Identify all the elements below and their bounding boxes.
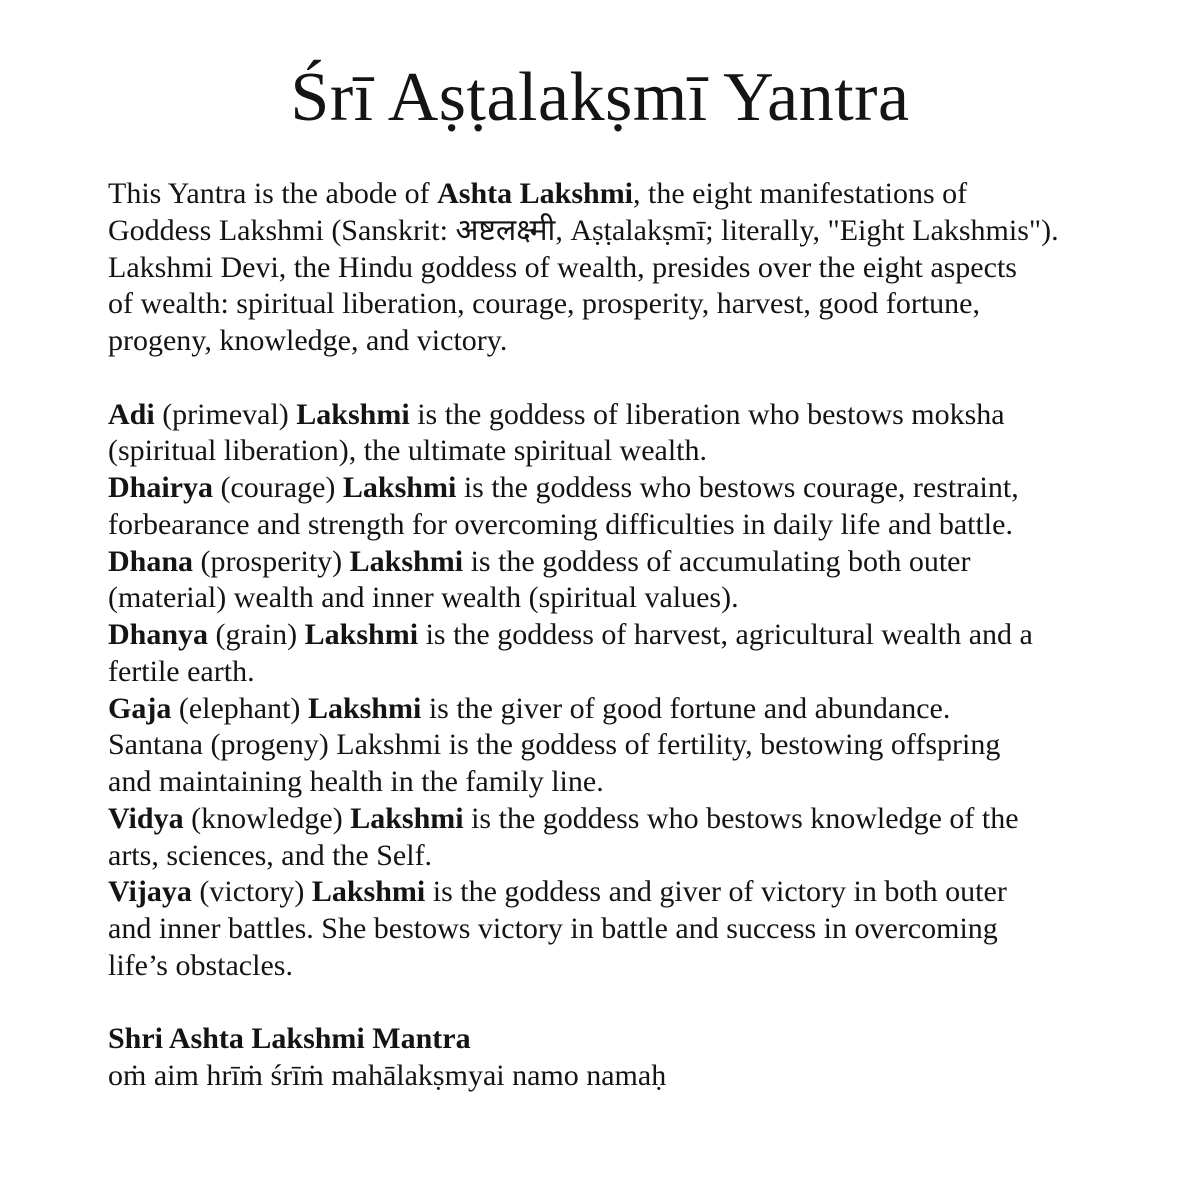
text-run: is the goddess of accumulating both outer [463, 544, 971, 578]
text-run: (primeval) [154, 397, 297, 431]
text-run: , the eight manifestations of [633, 177, 968, 210]
mantra-text: oṁ aim hrīṁ śrīṁ mahālakṣmyai namo namaḥ [108, 1059, 667, 1092]
text-run: (courage) [213, 471, 343, 504]
text-run: is the goddess who bestows knowledge of the [463, 801, 1019, 835]
text-line [108, 948, 1108, 985]
page-title: Śrī Aṣṭalakṣmī Yantra [290, 59, 910, 136]
text-run: is the goddess of harvest, agricultural wealth and a [418, 618, 1033, 651]
bold-text-run: Lakshmi [350, 801, 464, 835]
text-run: (spiritual liberation), the ultimate spiritual wealth. [108, 434, 708, 468]
bold-text-run: Adi [108, 397, 155, 431]
bold-text-run: Dhana [108, 544, 194, 578]
text-line [108, 323, 1108, 360]
intro-paragraph [108, 176, 1108, 360]
text-line [108, 691, 1108, 728]
text-line [108, 617, 1108, 654]
text-line [108, 507, 1108, 544]
text-run: progeny, knowledge, and victory. [108, 324, 508, 357]
text-run: is the goddess of liberation who bestows moksha [409, 397, 1005, 431]
text-run: (material) wealth and inner wealth (spiritual values). [108, 581, 739, 615]
bold-text-run: Gaja [108, 691, 172, 725]
document-body [108, 176, 1108, 1095]
text-line [108, 397, 1108, 434]
text-run: arts, sciences, and the Self. [108, 838, 433, 872]
text-run: (elephant) [171, 691, 308, 725]
text-line [108, 838, 1108, 875]
bold-text-run: Ashta Lakshmi [437, 177, 634, 210]
bold-text-run: Lakshmi [304, 618, 419, 651]
text-run: (victory) [191, 875, 312, 909]
text-line [108, 176, 1108, 213]
mantra-heading: Shri Ashta Lakshmi Mantra [108, 1022, 471, 1056]
text-run: life’s obstacles. [108, 948, 293, 982]
text-line [108, 544, 1108, 581]
text-run: Santana (progeny) Lakshmi is the goddess of fertility, bestowing offspring [108, 728, 1001, 762]
text-line [108, 801, 1108, 838]
goddess-entries-paragraph [108, 397, 1108, 985]
text-line [108, 727, 1108, 764]
text-line [108, 764, 1108, 801]
text-line [108, 580, 1108, 617]
mantra-section [108, 1021, 1108, 1095]
text-run: and inner battles. She bestows victory in battle and success in overcoming [108, 912, 998, 945]
text-run: is the goddess who bestows courage, restraint, [456, 471, 1019, 504]
text-line [108, 433, 1108, 470]
bold-text-run: Dhanya [108, 618, 209, 651]
text-run: is the goddess and giver of victory in both outer [425, 875, 1007, 909]
text-line [108, 874, 1108, 911]
text-line [108, 250, 1108, 287]
bold-text-run: Lakshmi [342, 471, 457, 504]
text-run: Lakshmi Devi, the Hindu goddess of wealth, presides over the eight aspects [108, 250, 1017, 284]
bold-text-run: Vijaya [108, 875, 192, 909]
text-run: (grain) [208, 618, 305, 651]
bold-text-run: Dhairya [108, 471, 213, 504]
text-run: This Yantra is the abode of [108, 177, 438, 210]
bold-text-run: Vidya [108, 801, 184, 835]
text-run: is the giver of good fortune and abundance. [421, 691, 951, 725]
text-run: of wealth: spiritual liberation, courage, prosperity, harvest, good fortune, [108, 287, 980, 321]
bold-text-run: Lakshmi [311, 875, 426, 909]
bold-text-run: Lakshmi [349, 544, 464, 578]
text-line [108, 470, 1108, 507]
text-run: (knowledge) [183, 801, 351, 835]
text-run: Goddess Lakshmi (Sanskrit: अष्टलक्ष्मी, Aṣṭalakṣmī; literally, "Eight Lakshmis"). [108, 213, 1059, 247]
text-line [108, 213, 1108, 250]
bold-text-run: Lakshmi [296, 397, 410, 431]
bold-text-run: Lakshmi [307, 691, 422, 725]
text-line [108, 654, 1108, 691]
text-run: (prosperity) [193, 544, 350, 578]
text-run: fertile earth. [108, 654, 255, 688]
text-run: and maintaining health in the family line. [108, 765, 604, 798]
text-run: forbearance and strength for overcoming difficulties in daily life and battle. [108, 507, 1013, 541]
text-line [108, 286, 1108, 323]
text-line [108, 911, 1108, 948]
